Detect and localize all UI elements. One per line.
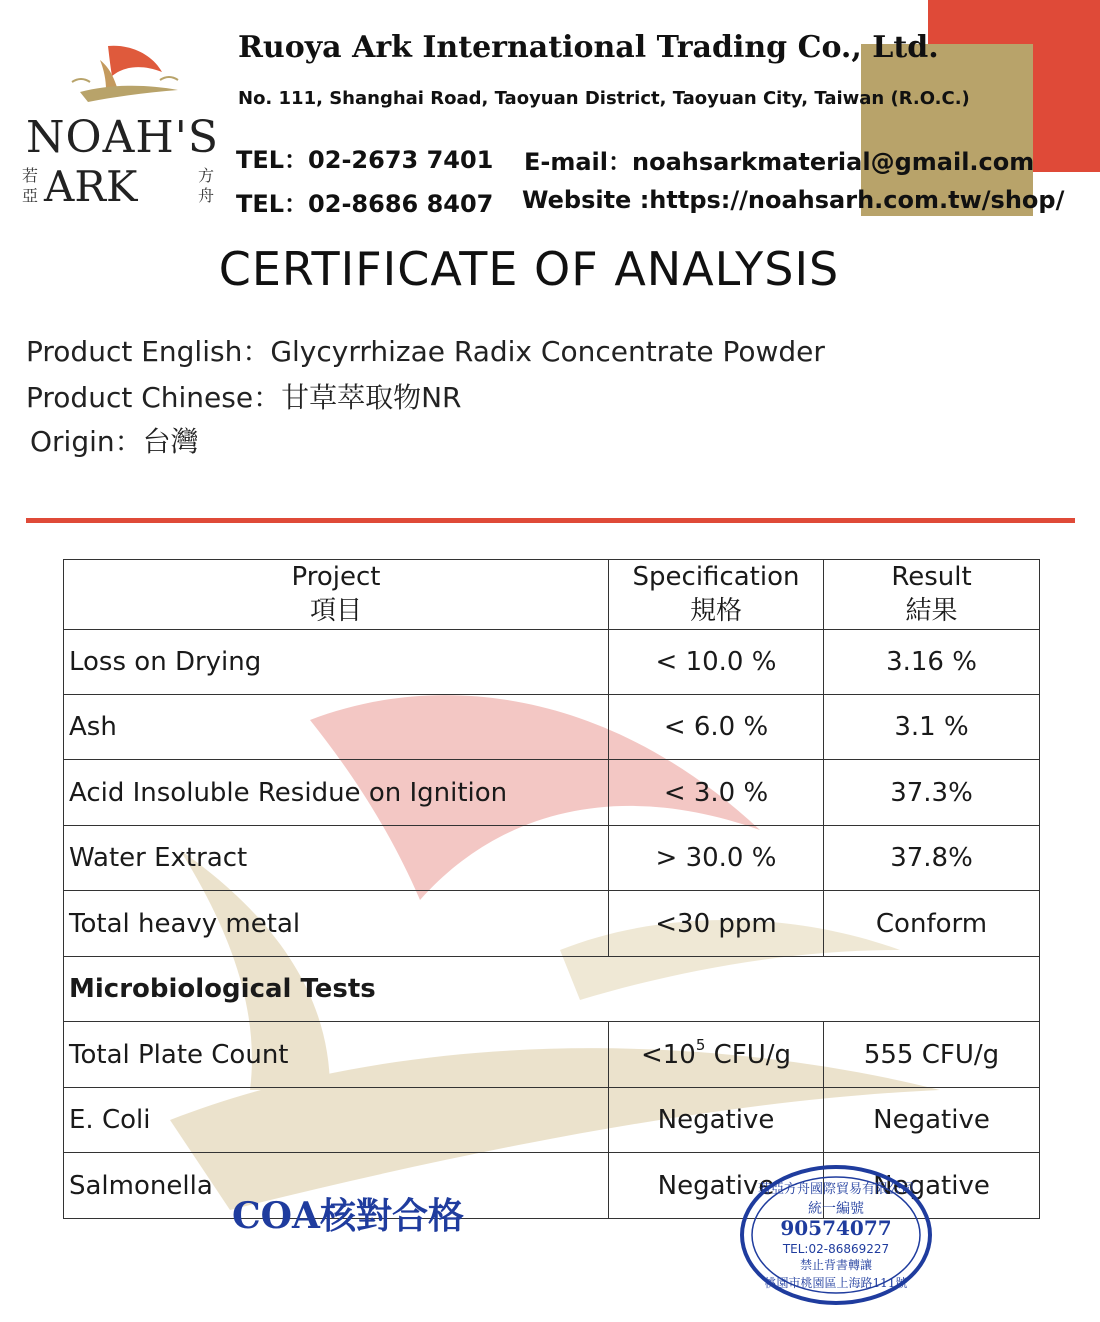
svg-text:禁止背書轉讓: 禁止背書轉讓	[799, 1258, 873, 1272]
analysis-table	[63, 559, 1040, 1219]
row-spec: Negative	[609, 1087, 824, 1152]
section-row	[64, 956, 1040, 1021]
logo-cjk-right: 方舟	[198, 166, 215, 205]
row-result: 3.16 %	[824, 629, 1040, 694]
svg-text:桃園市桃園區上海路111號: 桃園市桃園區上海路111號	[764, 1276, 908, 1290]
coa-verified-stamp: COA核對合格	[232, 1195, 464, 1237]
company-logo	[22, 40, 227, 215]
table-header-row	[64, 560, 1040, 630]
microbiological-tests-label: Microbiological Tests	[64, 956, 1040, 1021]
row-result: 37.8%	[824, 825, 1040, 890]
table-row	[64, 1022, 1040, 1087]
row-spec: <30 ppm	[609, 891, 824, 956]
row-spec: < 6.0 %	[609, 695, 824, 760]
header-result	[824, 560, 1040, 630]
row-spec: > 30.0 %	[609, 825, 824, 890]
header-specification	[609, 560, 824, 630]
row-project: Acid Insoluble Residue on Ignition	[64, 760, 609, 825]
row-result: Conform	[824, 891, 1040, 956]
svg-text:若亞方舟國際貿易有限公司: 若亞方舟國際貿易有限公司	[757, 1182, 915, 1197]
logo-name-text: NOAH'S	[26, 112, 219, 163]
row-result: Negative	[824, 1087, 1040, 1152]
spec-prefix: <10	[640, 1039, 696, 1070]
row-result: 3.1 %	[824, 695, 1040, 760]
table-row	[64, 629, 1040, 694]
product-chinese: Product Chinese：甘草萃取物NR	[26, 381, 462, 414]
row-spec: < 3.0 %	[609, 760, 824, 825]
table-row	[64, 891, 1040, 956]
header-result-zh: 結果	[905, 596, 958, 627]
spec-exponent: 5	[695, 1035, 706, 1054]
row-project: Salmonella	[64, 1153, 609, 1219]
header-spec-en: Specification	[632, 562, 800, 593]
table-row	[64, 825, 1040, 890]
logo-sub-text: ARK	[44, 162, 138, 211]
header-project-en: Project	[291, 562, 381, 593]
spec-suffix: CFU/g	[705, 1039, 792, 1070]
company-address: No. 111, Shanghai Road, Taoyuan District, Taoyuan City, Taiwan (R.O.C.)	[238, 88, 970, 109]
product-english: Product English：Glycyrrhizae Radix Concentrate Powder	[26, 335, 825, 368]
row-result: Negative	[824, 1153, 1040, 1219]
header-project	[64, 560, 609, 630]
section-divider	[26, 518, 1075, 523]
document-title: CERTIFICATE OF ANALYSIS	[218, 242, 840, 296]
telephone-2: TEL：02-8686 8407	[236, 190, 494, 218]
telephone-1: TEL：02-2673 7401	[236, 146, 494, 174]
row-project: Total Plate Count	[64, 1022, 609, 1087]
product-origin: Origin：台灣	[30, 425, 199, 458]
row-project: E. Coli	[64, 1087, 609, 1152]
table-row	[64, 1087, 1040, 1152]
header-project-zh: 項目	[309, 596, 362, 627]
website-link[interactable]: Website :https://noahsarh.com.tw/shop/	[522, 186, 1065, 214]
table-row	[64, 760, 1040, 825]
company-name: Ruoya Ark International Trading Co., Ltd.	[238, 30, 939, 65]
row-project: Ash	[64, 695, 609, 760]
svg-text:TEL:02-86869227: TEL:02-86869227	[782, 1242, 890, 1256]
header-spec-zh: 規格	[689, 596, 742, 627]
row-project: Total heavy metal	[64, 891, 609, 956]
logo-cjk-left: 若亞	[22, 166, 39, 205]
header-result-en: Result	[891, 562, 972, 593]
email-contact[interactable]: E-mail：noahsarkmaterial@gmail.com	[524, 148, 1035, 176]
row-project: Loss on Drying	[64, 629, 609, 694]
ark-sail-icon	[60, 40, 190, 110]
svg-text:統一編號: 統一編號	[808, 1201, 864, 1217]
row-spec	[609, 1022, 824, 1087]
row-project: Water Extract	[64, 825, 609, 890]
row-result: 555 CFU/g	[824, 1022, 1040, 1087]
company-seal-icon	[738, 1163, 934, 1308]
table-row	[64, 695, 1040, 760]
row-spec: Negative	[609, 1153, 824, 1219]
row-result: 37.3%	[824, 760, 1040, 825]
svg-text:90574077: 90574077	[780, 1216, 892, 1240]
row-spec: < 10.0 %	[609, 629, 824, 694]
